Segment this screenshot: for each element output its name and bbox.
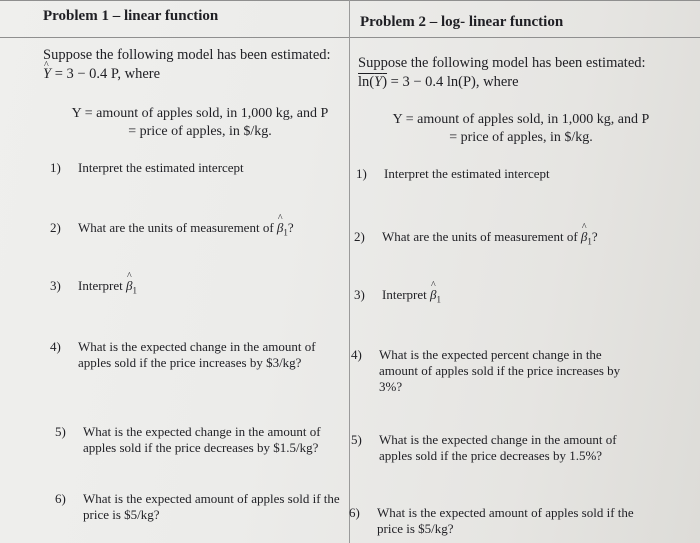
question-number: 6)	[349, 505, 360, 520]
problem2-intro	[358, 54, 646, 92]
question-number: 6)	[55, 491, 66, 506]
question-text: Interpret	[78, 278, 123, 293]
problem2-question-4	[351, 347, 643, 395]
problem2-question-3: 3) Interpret ^ $\beta_1$	[354, 287, 654, 308]
problem2-question-1	[356, 166, 656, 182]
problem2-intro-text: Suppose the following model has been estimated:	[358, 55, 646, 71]
problem1-definitions	[60, 105, 340, 141]
problem1-equation: ^ Y = 3 − 0.4 P, where	[43, 65, 331, 84]
question-number: 2)	[354, 229, 365, 244]
question-number: 5)	[55, 424, 66, 439]
question-number: 5)	[351, 432, 362, 447]
problem2-def-line2: = price of apples, in $/kg.	[449, 130, 593, 145]
problem1-title: Problem 1 – linear function	[43, 8, 219, 24]
problem1-question-5	[55, 424, 345, 456]
problem1-def-line2: = price of apples, in $/kg.	[128, 124, 272, 139]
problem2-equation-text: = 3 − 0.4 ln(P), where	[390, 74, 519, 90]
question-text: What is the expected change in the amount of apples sold if the price increases by $3/kg?	[78, 339, 316, 370]
problem2-def-line1: Y = amount of apples sold, in 1,000 kg, and P	[392, 112, 650, 127]
question-number: 3)	[354, 287, 365, 302]
problem1-question-3: 3) Interpret ^ $\beta_1$	[50, 278, 340, 299]
column-divider	[349, 0, 350, 543]
question-text: What is the expected change in the amount of apples sold if the price decreases by $1.5/kg?	[83, 424, 321, 455]
problem2-question-2: 2) What are the units of measurement of ^ $\beta_1$?	[354, 229, 674, 250]
problem1-def-line1: Y = amount of apples sold, in 1,000 kg, and P	[71, 106, 329, 121]
question-text: Interpret the estimated intercept	[384, 166, 550, 181]
problem1-question-6	[55, 491, 345, 523]
problem1-question-1	[50, 160, 340, 176]
problem2-title: Problem 2 – log- linear function	[360, 14, 564, 30]
question-number: 1)	[356, 166, 367, 181]
question-number: 4)	[351, 347, 362, 362]
question-number: 3)	[50, 278, 61, 293]
question-number: 1)	[50, 160, 61, 175]
problem2-column	[351, 0, 700, 543]
question-text: Interpret the estimated intercept	[78, 160, 244, 175]
problem2-equation: ln(Y) = 3 − 0.4 ln(P), where	[358, 74, 519, 90]
problem1-intro	[43, 46, 331, 84]
problem2-question-6	[349, 505, 639, 537]
question-text: What is the expected percent change in the amount of apples sold if the price increases by 3%?	[379, 347, 621, 394]
question-number: 4)	[50, 339, 61, 354]
problem1-question-2: 2) What are the units of measurement of ^ $\beta_1$?	[50, 220, 345, 241]
problem1-intro-text: Suppose the following model has been estimated:	[43, 47, 331, 63]
problem1-question-4	[50, 339, 340, 371]
question-text: Interpret	[382, 287, 427, 302]
question-text: What is the expected change in the amount of apples sold if the price decreases by 1.5%?	[379, 432, 617, 463]
problem1-column	[0, 0, 348, 543]
problem2-question-5	[351, 432, 646, 464]
question-text: What is the expected amount of apples sold if the price is $5/kg?	[377, 505, 634, 536]
problem1-equation-text: = 3 − 0.4 P, where	[54, 66, 161, 82]
question-text: What are the units of measurement of	[78, 220, 274, 235]
question-text: What are the units of measurement of	[382, 229, 578, 244]
question-number: 2)	[50, 220, 61, 235]
question-text: What is the expected amount of apples sold if the price is $5/kg?	[83, 491, 340, 522]
problem2-definitions	[376, 111, 666, 147]
